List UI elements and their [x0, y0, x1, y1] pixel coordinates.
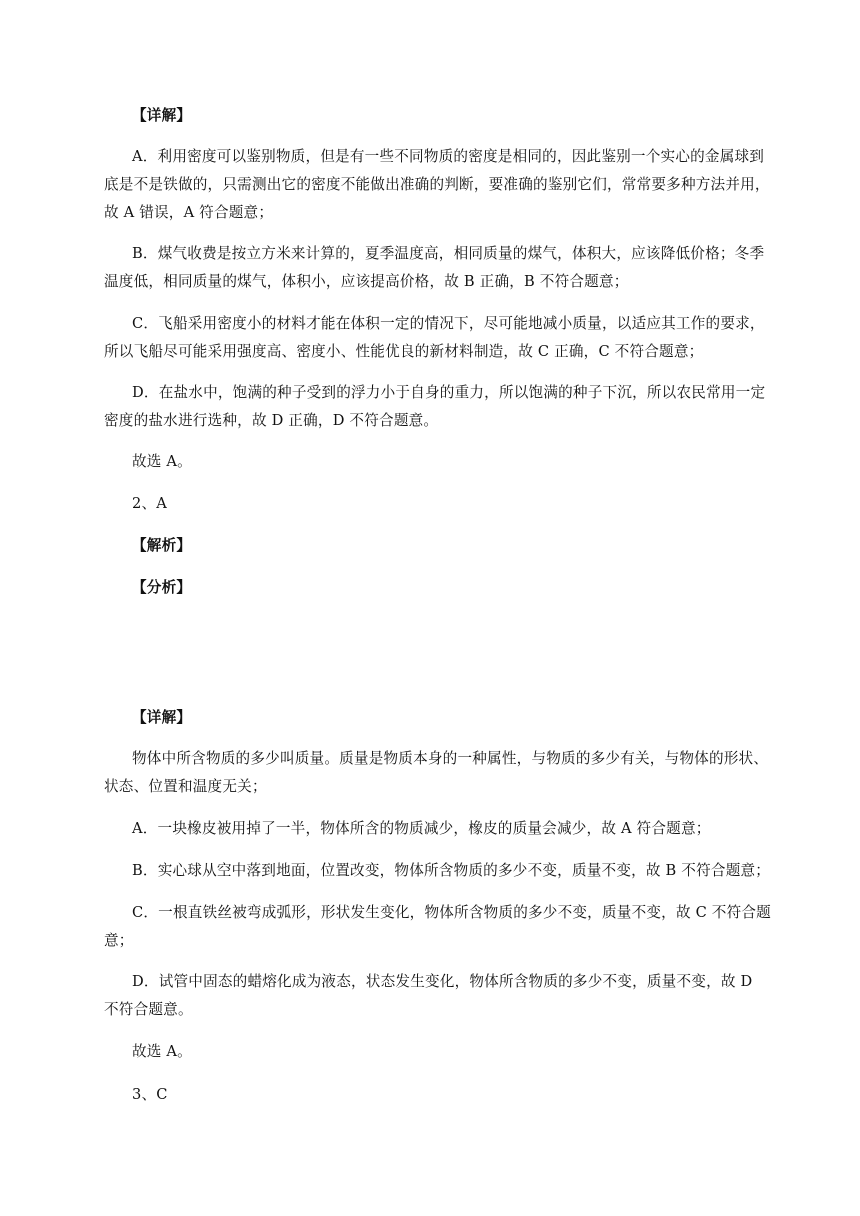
section-heading-detail: 【详解】 — [132, 709, 192, 726]
section-heading-analysis: 【解析】 — [132, 537, 192, 554]
option-a-text: A．一块橡皮被用掉了一半，物体所含的物质减少，橡皮的质量会减少，故 A 符合题意； — [132, 820, 711, 837]
option-b-text: 温度低，相同质量的煤气，体积小，应该提高价格，故 B 正确，B 不符合题意； — [104, 273, 629, 290]
option-c-text: 意； — [104, 932, 134, 949]
option-c-text: C．飞船采用密度小的材料才能在体积一定的情况下，尽可能地减小质量，以适应其工作的要求， — [132, 315, 765, 332]
section-heading-detail: 【详解】 — [132, 107, 192, 124]
question-answer: 3、C — [132, 1086, 168, 1103]
option-c-text: 所以飞船尽可能采用强度高、密度小、性能优良的新材料制造，故 C 正确，C 不符合题意； — [104, 343, 704, 360]
option-b-text: B．实心球从空中落到地面，位置改变，物体所含物质的多少不变，质量不变，故 B 不符合题意； — [132, 862, 771, 879]
intro-text: 状态、位置和温度无关； — [104, 778, 267, 795]
conclusion-text: 故选 A。 — [132, 1043, 192, 1060]
section-heading-fenxi: 【分析】 — [132, 579, 192, 596]
option-a-text: 底是不是铁做的，只需测出它的密度不能做出准确的判断，要准确的鉴别它们，常常要多种方法并用， — [104, 176, 770, 193]
question-answer: 2、A — [132, 495, 168, 512]
option-c-text: C．一根直铁丝被弯成弧形，形状发生变化，物体所含物质的多少不变，质量不变，故 C 不符合题 — [132, 904, 771, 921]
option-d-text: 密度的盐水进行选种，故 D 正确，D 不符合题意。 — [104, 412, 439, 429]
option-a-text: A．利用密度可以鉴别物质，但是有一些不同物质的密度是相同的，因此鉴别一个实心的金属球到 — [132, 148, 765, 165]
option-d-text: D．试管中固态的蜡熔化成为液态，状态发生变化，物体所含物质的多少不变，质量不变，故 D — [132, 973, 753, 990]
option-d-text: D．在盐水中，饱满的种子受到的浮力小于自身的重力，所以饱满的种子下沉，所以农民常用一定 — [132, 384, 766, 401]
conclusion-text: 故选 A。 — [132, 453, 192, 470]
intro-text: 物体中所含物质的多少叫质量。质量是物质本身的一种属性，与物质的多少有关，与物体的形状、 — [132, 750, 769, 767]
option-d-text: 不符合题意。 — [104, 1001, 193, 1018]
option-a-text: 故 A 错误，A 符合题意； — [104, 204, 274, 221]
option-b-text: B．煤气收费是按立方米来计算的，夏季温度高，相同质量的煤气，体积大，应该降低价格；冬季 — [132, 245, 765, 262]
